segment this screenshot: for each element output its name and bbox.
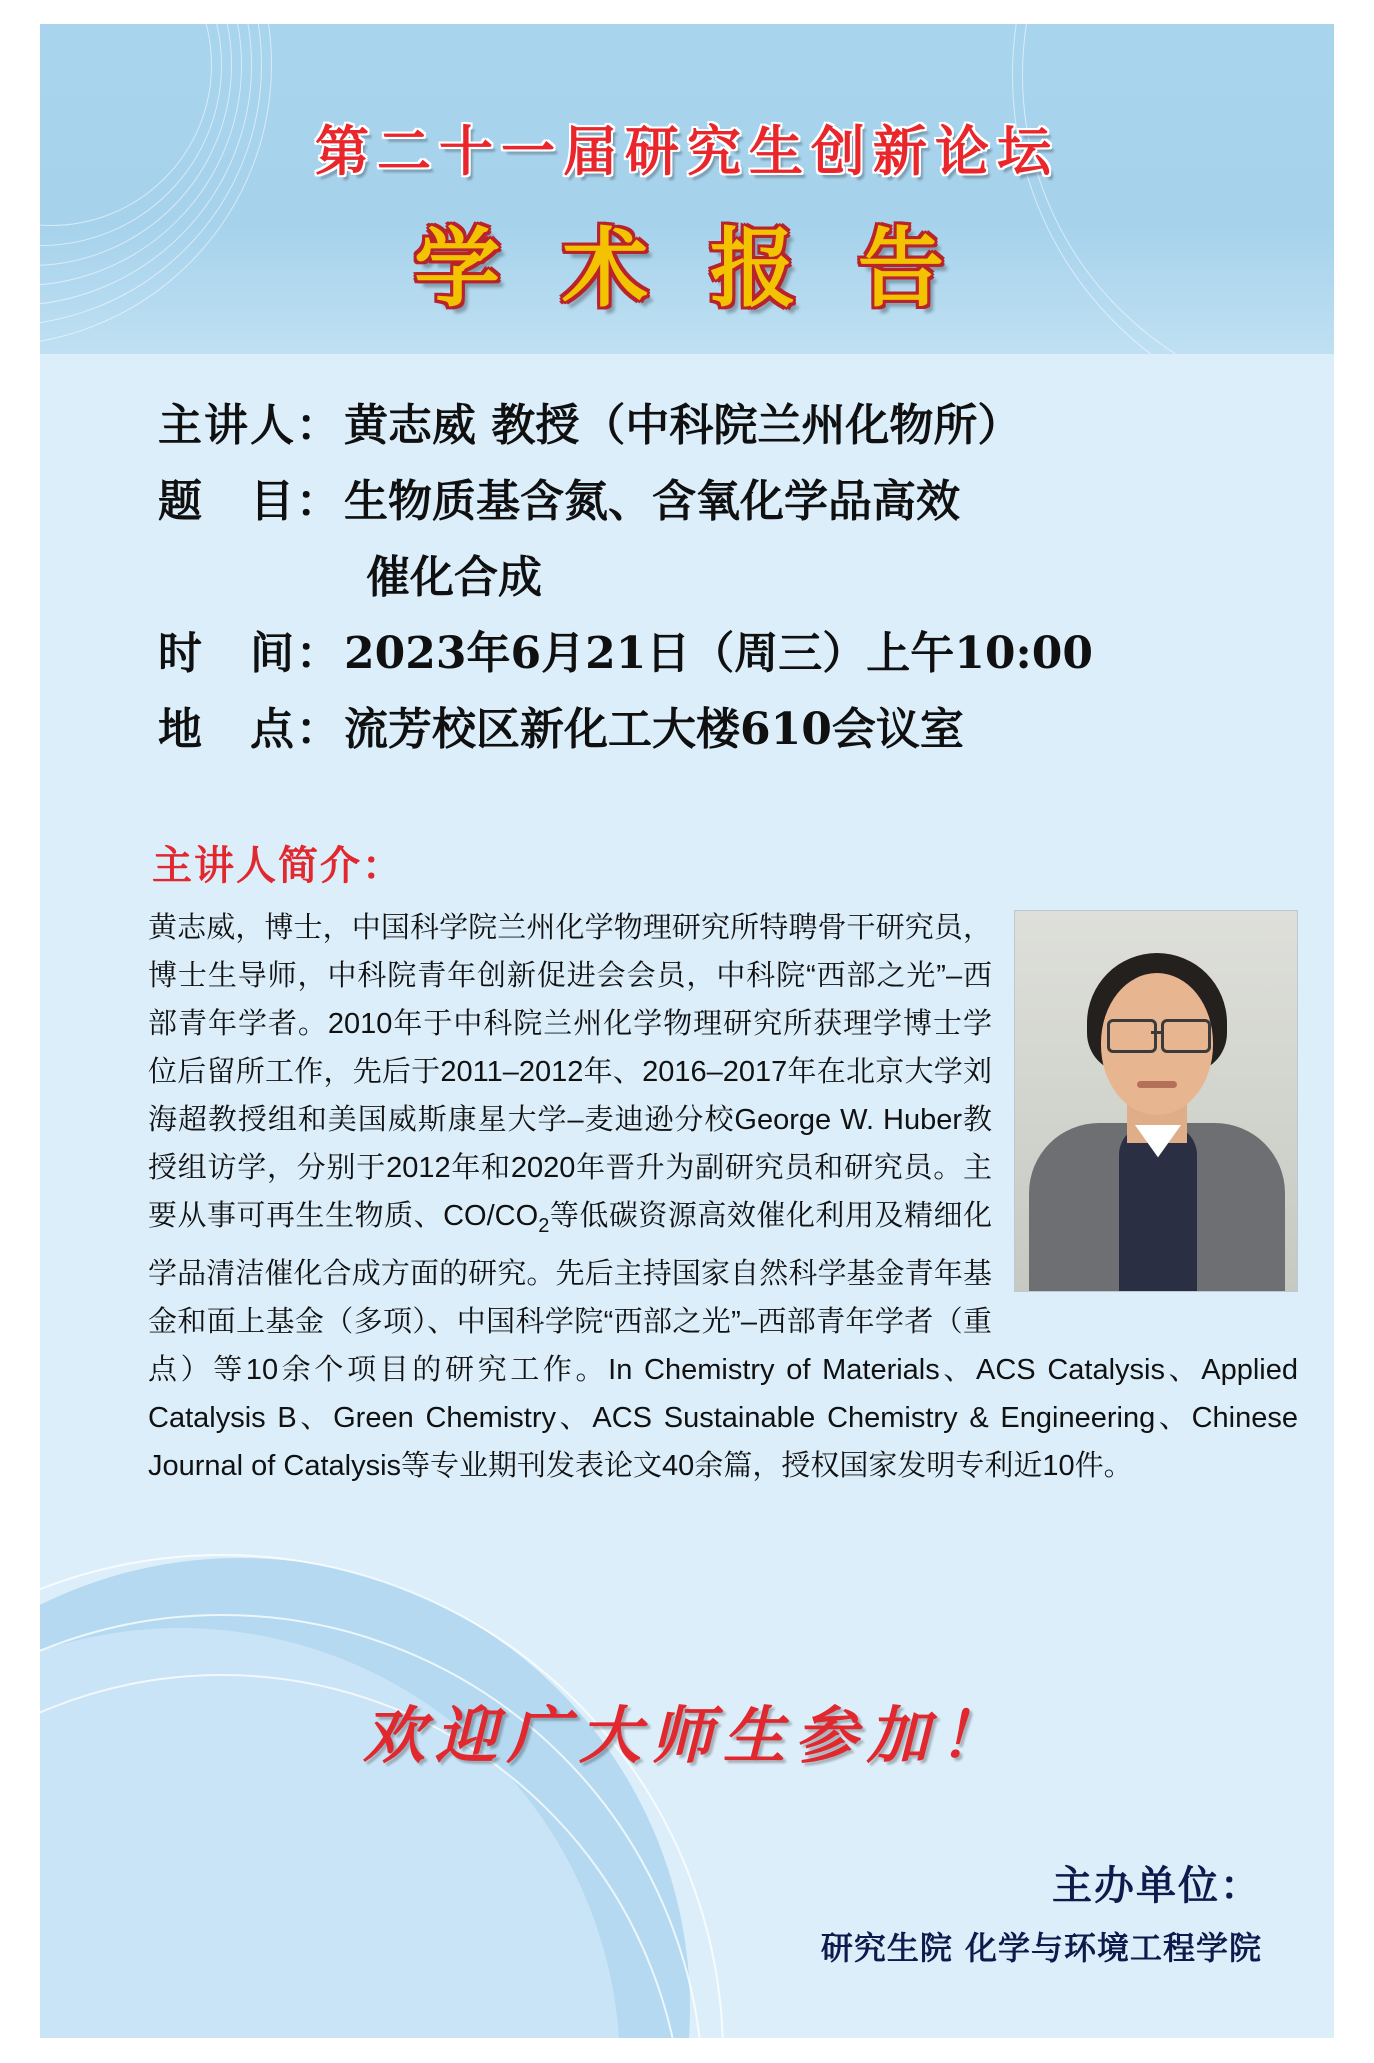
speaker-photo bbox=[1014, 910, 1298, 1292]
bio-subscript: 2 bbox=[538, 1214, 550, 1237]
poster-info-block bbox=[158, 389, 1258, 769]
poster-title-line1: 第二十一届研究生创新论坛 bbox=[315, 119, 1059, 183]
time-label: 时 间： bbox=[158, 628, 342, 679]
topic-label: 题 目： bbox=[158, 476, 342, 527]
bio-paragraph-part2: 等低碳资源高效催化利用及精细化学品清洁催化合成方面的研究。先后主持国家自然科学基金青年基金和面上基金（多项）、中国科学院“西部之光”–西部青年学者（重点）等10余个项目的研究工作。In Chemistry of Materials、ACS Catalysis、Applied Catalysis B、Green Chemistry、ACS Sustainable Chemistry & Engineering、Chinese Journal of Catalysis等专业期刊发表论文40余篇，授权国家发明专利近10件。 bbox=[148, 1200, 1298, 1482]
glasses-icon bbox=[1161, 1019, 1211, 1053]
speaker-name: 黄志威 教授 bbox=[344, 400, 580, 451]
speaker-label: 主讲人： bbox=[158, 400, 342, 451]
photo-mouth bbox=[1137, 1081, 1177, 1088]
time-value: 2023年6月21日（周三）上午10:00 bbox=[344, 628, 1094, 679]
organizer-name: 研究生院 化学与环境工程学院 bbox=[820, 1929, 1262, 1967]
bio-text bbox=[148, 904, 1298, 1490]
place-value: 流芳校区新化工大楼610会议室 bbox=[344, 704, 964, 755]
welcome-message: 欢迎广大师生参加！ bbox=[362, 1699, 1011, 1772]
glasses-icon bbox=[1107, 1019, 1157, 1053]
info-row-speaker bbox=[158, 389, 1258, 453]
topic-line1: 生物质基含氮、含氧化学品高效 bbox=[344, 476, 960, 527]
poster-frame bbox=[40, 24, 1334, 2038]
organizer-block bbox=[821, 1854, 1262, 1969]
place-label: 地 点： bbox=[158, 704, 342, 755]
info-row-time bbox=[158, 617, 1258, 681]
info-row-place bbox=[158, 693, 1258, 757]
bio-heading: 主讲人简介： bbox=[152, 842, 404, 889]
topic-line2: 催化合成 bbox=[366, 552, 542, 603]
speaker-affiliation: （中科院兰州化物所） bbox=[581, 400, 1022, 451]
poster-title-line2: 学 术 报 告 bbox=[414, 218, 960, 319]
info-row-topic bbox=[158, 465, 1258, 529]
bio-paragraph-part1: 黄志威，博士，中国科学院兰州化学物理研究所特聘骨干研究员，博士生导师，中科院青年创新促进会会员，中科院“西部之光”–西部青年学者。2010年于中科院兰州化学物理研究所获理学博士学位后留所工作，先后于2011–2012年、2016–2017年在北京大学刘海超教授组和美国威斯康星大学–麦迪逊分校George W. Huber教授组访学，分别于2012年和2020年晋升为副研究员和研究员。主要从事可再生生物质、CO/CO bbox=[148, 912, 992, 1232]
glasses-bridge bbox=[1151, 1031, 1163, 1034]
organizer-label: 主办单位： bbox=[1052, 1862, 1262, 1909]
